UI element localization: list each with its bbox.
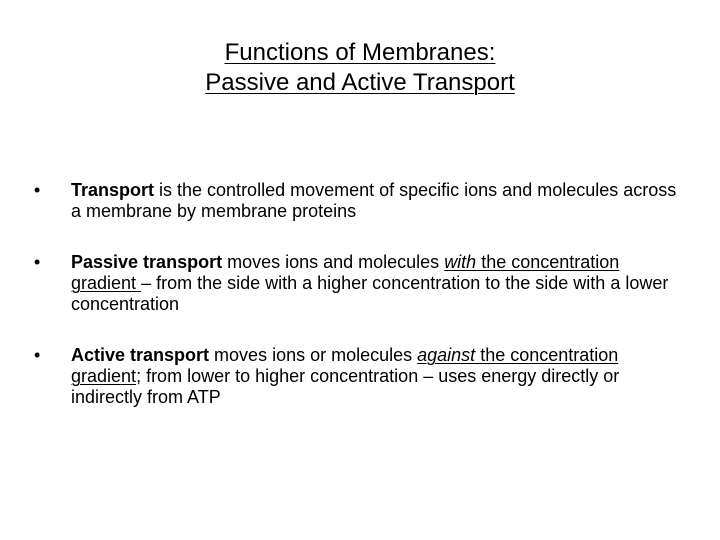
underlined-text: the concentration gradient bbox=[71, 345, 619, 386]
title-line-1: Functions of Membranes: bbox=[224, 39, 496, 66]
bullet-list bbox=[34, 180, 684, 438]
bullet-transport bbox=[34, 180, 684, 222]
bullet-active-transport bbox=[34, 345, 684, 408]
bullet-text-end: – from the side with a higher concentration to the side with a lower concentration bbox=[71, 273, 669, 314]
bullet-text: moves ions and molecules bbox=[222, 252, 445, 272]
bullet-marker: • bbox=[34, 180, 41, 200]
slide-title bbox=[0, 38, 720, 98]
bullet-term: Passive transport bbox=[71, 252, 223, 272]
bullet-text: moves ions or molecules bbox=[209, 345, 418, 365]
bullet-marker: • bbox=[34, 252, 41, 272]
emphasis-word: with bbox=[444, 252, 477, 272]
title-line-2: Passive and Active Transport bbox=[205, 69, 515, 96]
bullet-term: Transport bbox=[71, 180, 155, 200]
bullet-marker: • bbox=[34, 345, 41, 365]
underlined-text: the concentration gradient bbox=[71, 252, 620, 293]
bullet-term: Active transport bbox=[71, 345, 210, 365]
bullet-text-end: ; from lower to higher concentration – uses energy directly or indirectly from ATP bbox=[71, 366, 620, 407]
emphasis-word: against bbox=[417, 345, 476, 365]
bullet-text: is the controlled movement of specific ions and molecules across a membrane by membrane proteins bbox=[71, 180, 677, 221]
bullet-passive-transport bbox=[34, 252, 684, 315]
